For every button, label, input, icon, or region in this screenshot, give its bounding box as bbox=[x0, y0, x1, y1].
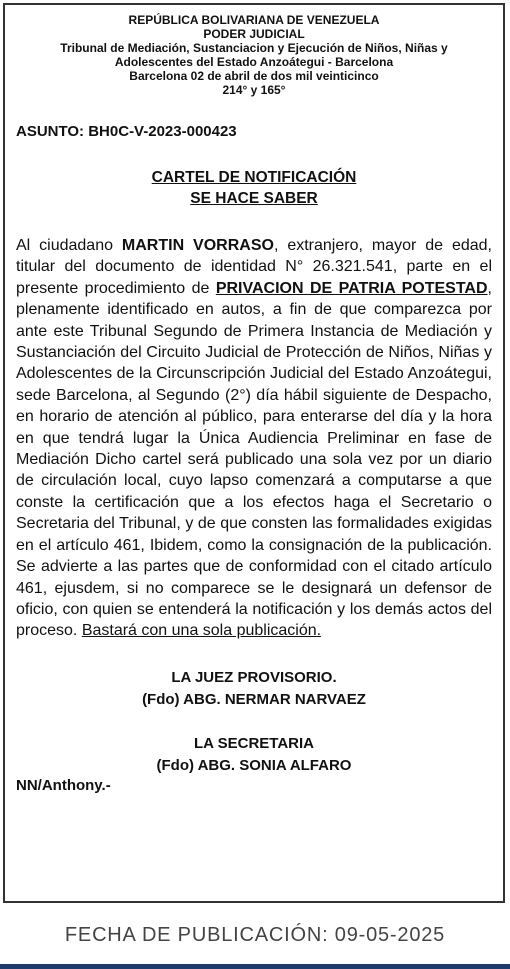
notice-box bbox=[3, 3, 505, 903]
judge-signature bbox=[16, 667, 492, 711]
header-line-country: REPÚBLICA BOLIVARIANA DE VENEZUELA bbox=[128, 13, 380, 27]
closing-sentence: Bastará con una sola publicación. bbox=[81, 622, 322, 640]
citizen-name: MARTIN VORRASO bbox=[121, 237, 274, 254]
secretary-signature bbox=[16, 733, 492, 777]
header-line-years: 214° y 165° bbox=[222, 83, 286, 97]
notice-title-line2: SE HACE SABER bbox=[190, 190, 318, 207]
court-header bbox=[16, 13, 492, 97]
header-line-state: Adolescentes del Estado Anzoátegui - Barcelona bbox=[114, 55, 394, 69]
footer-divider bbox=[0, 964, 510, 969]
secretary-title: LA SECRETARIA bbox=[194, 734, 314, 752]
notice-body bbox=[16, 235, 492, 642]
judge-title: LA JUEZ PROVISORIO. bbox=[171, 668, 337, 686]
body-part3: , plenamente identificado en autos, a fin de que comparezca por ante este Tribunal Segundo de Primera Instancia de Mediación y Sustanciación del Circuito Judicial de Protección de Niños, Niñas y Adolescentes de la Circunscripción Judicial del Estado Anzoátegui, sede Barcelona, al Segundo (2°) día hábil siguiente de Despacho, en horario de atención al público, para enterarse del día y la hora en que tendrá lugar la Única Audiencia Preliminar en fase de Mediación Dicho cartel será publicado una sola vez por un diario de circulación local, cuyo lapso comenzará a computarse a que conste la certificación que a los efectos haga el Secretario o Secretaria del Tribunal, y de que consten las formalidades exigidas en el artículo 461, Ibidem, como la consignación de la publicación. Se advierte a las partes que de conformidad con el citado artículo 461, ejusdem, si no comparece se le designará un defensor de oficio, con quien se entenderá la notificación y los demás actos del proceso. bbox=[16, 279, 492, 640]
header-line-date: Barcelona 02 de abril de dos mil veinticinco bbox=[129, 69, 379, 83]
body-part2: , extranjero, mayor de edad, titular del documento de identidad N° 26.321.541, parte en el presente procedimiento de bbox=[16, 237, 492, 297]
header-line-branch: PODER JUDICIAL bbox=[203, 27, 305, 41]
publication-date: FECHA DE PUBLICACIÓN: 09-05-2025 bbox=[64, 924, 446, 946]
case-number: ASUNTO: BH0C-V-2023-000423 bbox=[16, 123, 237, 140]
procedure-name: PRIVACION DE PATRIA POTESTAD bbox=[215, 279, 488, 297]
secretary-name: (Fdo) ABG. SONIA ALFARO bbox=[156, 756, 352, 774]
notice-title bbox=[16, 167, 492, 209]
body-intro: Al ciudadano bbox=[16, 237, 122, 254]
judge-name: (Fdo) ABG. NERMAR NARVAEZ bbox=[142, 690, 366, 708]
header-line-tribunal: Tribunal de Mediación, Sustanciacion y Ejecución de Niños, Niñas y bbox=[60, 41, 448, 55]
initials: NN/Anthony.- bbox=[16, 776, 111, 794]
notice-title-line1: CARTEL DE NOTIFICACIÓN bbox=[151, 169, 357, 186]
